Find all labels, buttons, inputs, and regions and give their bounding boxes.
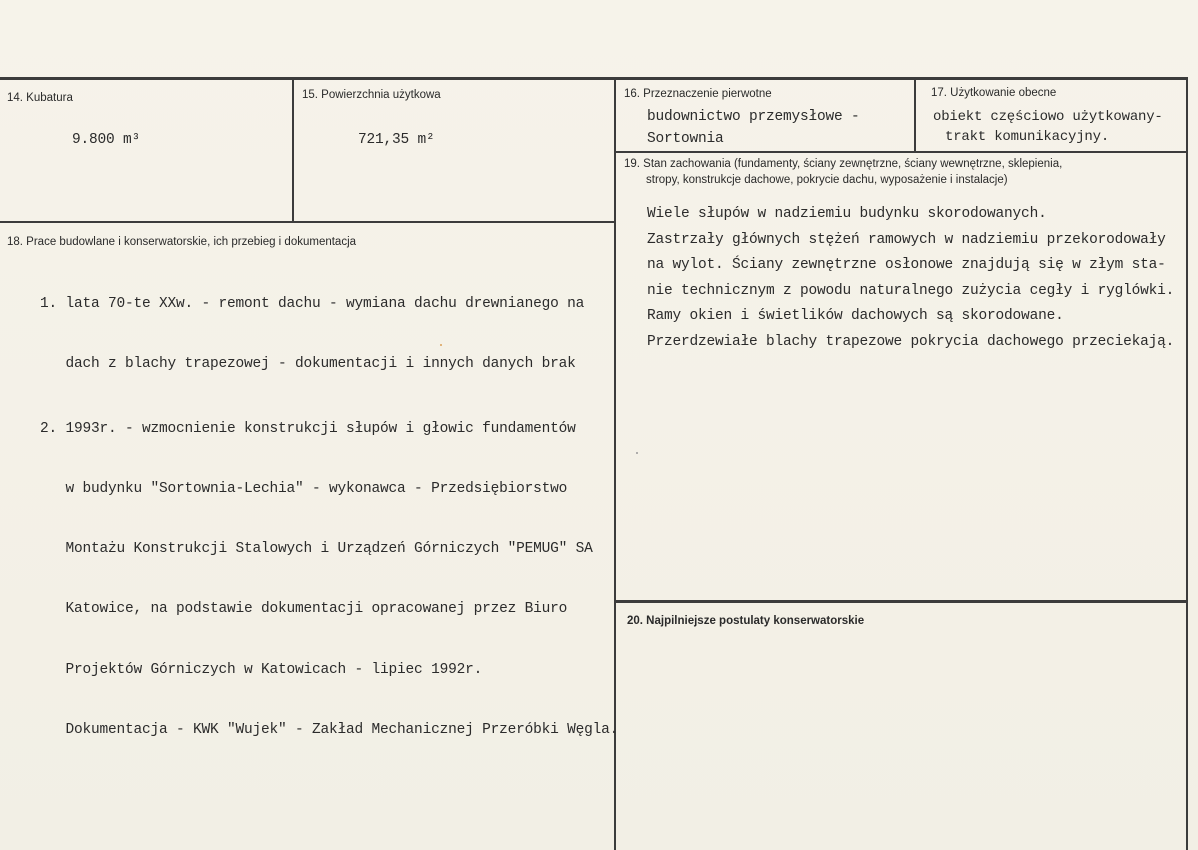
field-16-label: 16. Przeznaczenie pierwotne: [624, 88, 772, 100]
scan-speck: [440, 344, 442, 346]
field-14-label: 14. Kubatura: [7, 92, 73, 104]
field-17-line: obiekt częściowo użytkowany-: [933, 109, 1163, 125]
field-20-label: 20. Najpilniejsze postulaty konserwatorskie: [627, 615, 865, 627]
field-19-label-line2: stropy, konstrukcje dachowe, pokrycie dachu, wyposażenie i instalacje): [646, 174, 1008, 186]
field-15-value: 721,35 m²: [358, 132, 435, 148]
scan-speck: [636, 452, 638, 454]
field-14-value: 9.800 m³: [72, 132, 141, 148]
field-19-line: nie technicznym z powodu naturalnego zużycia cegły i ryglówki.: [647, 282, 1175, 299]
field-19-label-line1: 19. Stan zachowania (fundamenty, ściany zewnętrzne, ściany wewnętrzne, sklepienia,: [624, 158, 1063, 170]
field-16-line: budownictwo przemysłowe -: [647, 109, 860, 125]
field-18-line: Katowice, na podstawie dokumentacji opracowanej przez Biuro: [40, 601, 568, 618]
field-17-line: trakt komunikacyjny.: [945, 129, 1110, 145]
field-19-line: Wiele słupów w nadziemiu budynku skorodowanych.: [647, 206, 1047, 222]
field-18-text: [40, 258, 618, 776]
field-15-label: 15. Powierzchnia użytkowa: [302, 89, 441, 101]
field-18-line: Montażu Konstrukcji Stalowych i Urządzeń Górniczych "PEMUG" SA: [40, 541, 593, 558]
field-19-line: na wylot. Ściany zewnętrzne osłonowe znajdują się w złym sta-: [647, 257, 1166, 274]
field-18-line: Projektów Górniczych w Katowicach - lipiec 1992r.: [40, 661, 483, 678]
divider-14-15: [292, 79, 294, 223]
divider-16-17: [914, 79, 916, 153]
field-17-text: [933, 107, 1163, 147]
top-rule: [0, 77, 1188, 80]
field-19-line: Przerdzewiałe blachy trapezowe pokrycia dachowego przeciekają.: [647, 333, 1175, 350]
field-19-text: [647, 202, 1174, 356]
field-16-line: Sortownia: [647, 131, 724, 147]
field-17-label: 17. Użytkowanie obecne: [931, 87, 1057, 99]
field-18-line: w budynku "Sortownia-Lechia" - wykonawca - Przedsiębiorstwo: [40, 480, 568, 497]
field-19-line: Zastrzały głównych stężeń ramowych w nadziemiu przekorodowały: [647, 231, 1166, 248]
field-16-text: [647, 104, 860, 152]
field-18-line: dach z blachy trapezowej - dokumentacji i innych danych brak: [40, 356, 576, 373]
right-edge-rule: [1186, 79, 1188, 850]
field-18-line: Dokumentacja - KWK "Wujek" - Zakład Mechanicznej Przeróbki Węgla.: [40, 722, 619, 739]
field-18-label: 18. Prace budowlane i konserwatorskie, ich przebieg i dokumentacja: [7, 236, 357, 248]
field-18-line: 1. lata 70-te XXw. - remont dachu - wymiana dachu drewnianego na: [40, 296, 585, 312]
field-19-line: Ramy okien i świetlików dachowych są skorodowane.: [647, 308, 1064, 325]
rule-above-20: [614, 600, 1188, 603]
rule-below-14-15: [0, 221, 616, 223]
field-18-line: 2. 1993r. - wzmocnienie konstrukcji słupów i głowic fundamentów: [40, 420, 576, 437]
